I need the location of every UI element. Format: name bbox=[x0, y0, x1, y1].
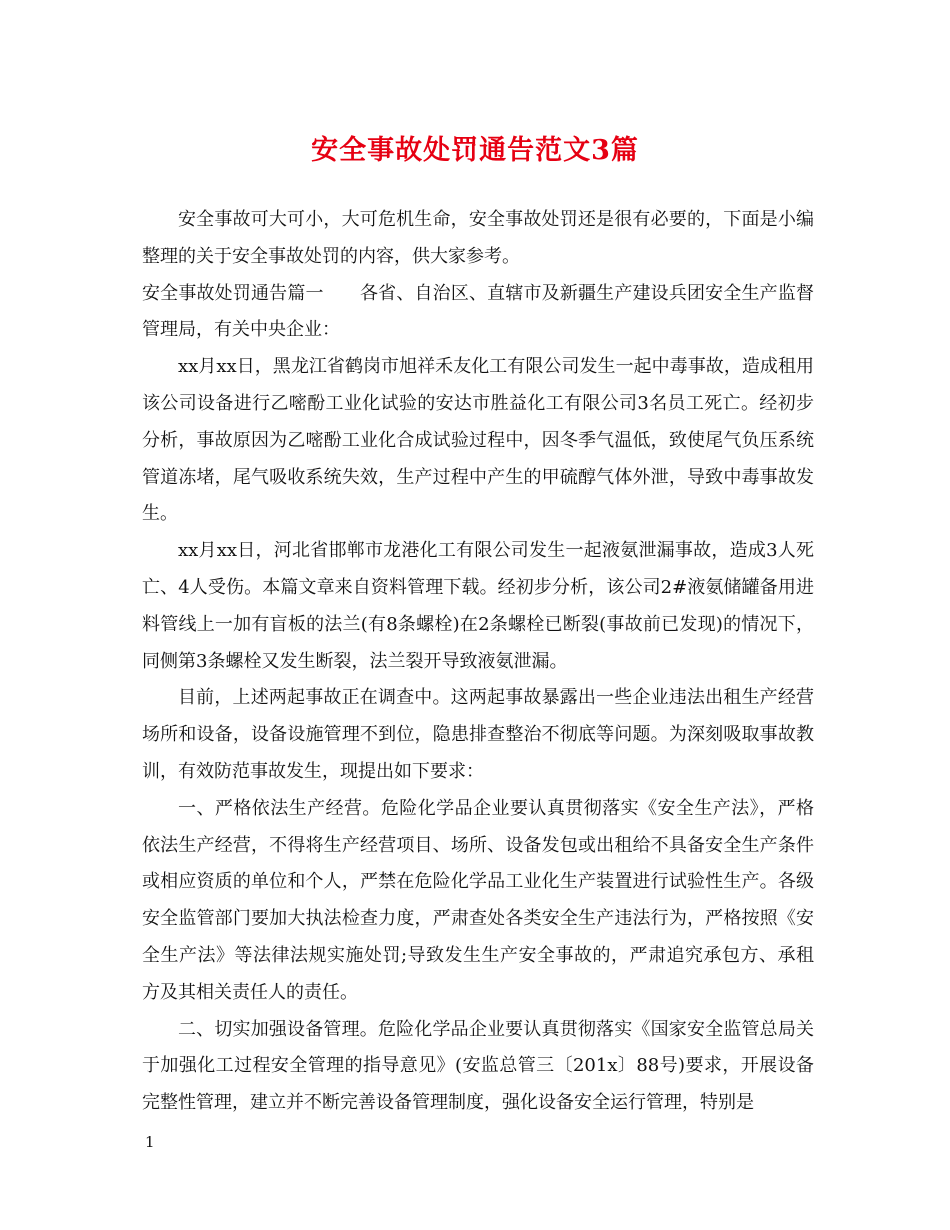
paragraph-requirements-intro: 目前，上述两起事故正在调查中。这两起事故暴露出一些企业违法出租生产经营场所和设备，设备设施管理不到位，隐患排查整治不彻底等问题。为深刻吸取事故教训，有效防范事故发生，现提出如下要求： bbox=[142, 687, 814, 782]
page-number: 1 bbox=[145, 1133, 155, 1151]
paragraph-intro: 安全事故可大可小，大可危机生命，安全事故处罚还是很有必要的，下面是小编整理的关于安全事故处罚的内容，供大家参考。 bbox=[142, 209, 814, 267]
paragraph-requirement-2: 二、切实加强设备管理。危险化学品企业要认真贯彻落实《国家安全监管总局关于加强化工过程安全管理的指导意见》(安监总管三〔201x〕88号)要求，开展设备完整性管理，建立并不断完善设备管理制度，强化设备安全运行管理，特别是 bbox=[142, 1018, 814, 1114]
paragraph-incident-2: xx月xx日，河北省邯郸市龙港化工有限公司发生一起液氨泄漏事故，造成3人死亡、4人受伤。本篇文章来自资料管理下载。经初步分析，该公司2#液氨储罐备用进料管线上一加有盲板的法兰(有8条螺栓)在2条螺栓已断裂(事故前已发现)的情况下，同侧第3条螺栓又发生断裂，法兰裂开导致液氨泄漏。 bbox=[142, 540, 814, 672]
paragraph-incident-1: xx月xx日，黑龙江省鹤岗市旭祥禾友化工有限公司发生一起中毒事故，造成租用该公司设备进行乙嘧酚工业化试验的安达市胜益化工有限公司3名员工死亡。经初步分析，事故原因为乙嘧酚工业化合成试验过程中，因冬季气温低，致使尾气负压系统管道冻堵，尾气吸收系统失效，生产过程中产生的甲硫醇气体外泄，导致中毒事故发生。 bbox=[142, 356, 814, 525]
paragraph-requirement-1: 一、严格依法生产经营。危险化学品企业要认真贯彻落实《安全生产法》，严格依法生产经营，不得将生产经营项目、场所、设备发包或出租给不具备安全生产条件或相应资质的单位和个人，严禁在危险化学品工业化生产装置进行试验性生产。各级安全监管部门要加大执法检查力度，严肃查处各类安全生产违法行为，严格按照《安全生产法》等法律法规实施处罚;导致发生生产安全事故的，严肃追究承包方、承租方及其相关责任人的责任。 bbox=[142, 797, 814, 1003]
document-title: 安全事故处罚通告范文3篇 bbox=[311, 135, 639, 166]
paragraph-salutation: 安全事故处罚通告篇一 各省、自治区、直辖市及新疆生产建设兵团安全生产监督管理局，有关中央企业： bbox=[142, 282, 814, 341]
document-body bbox=[142, 202, 814, 1122]
